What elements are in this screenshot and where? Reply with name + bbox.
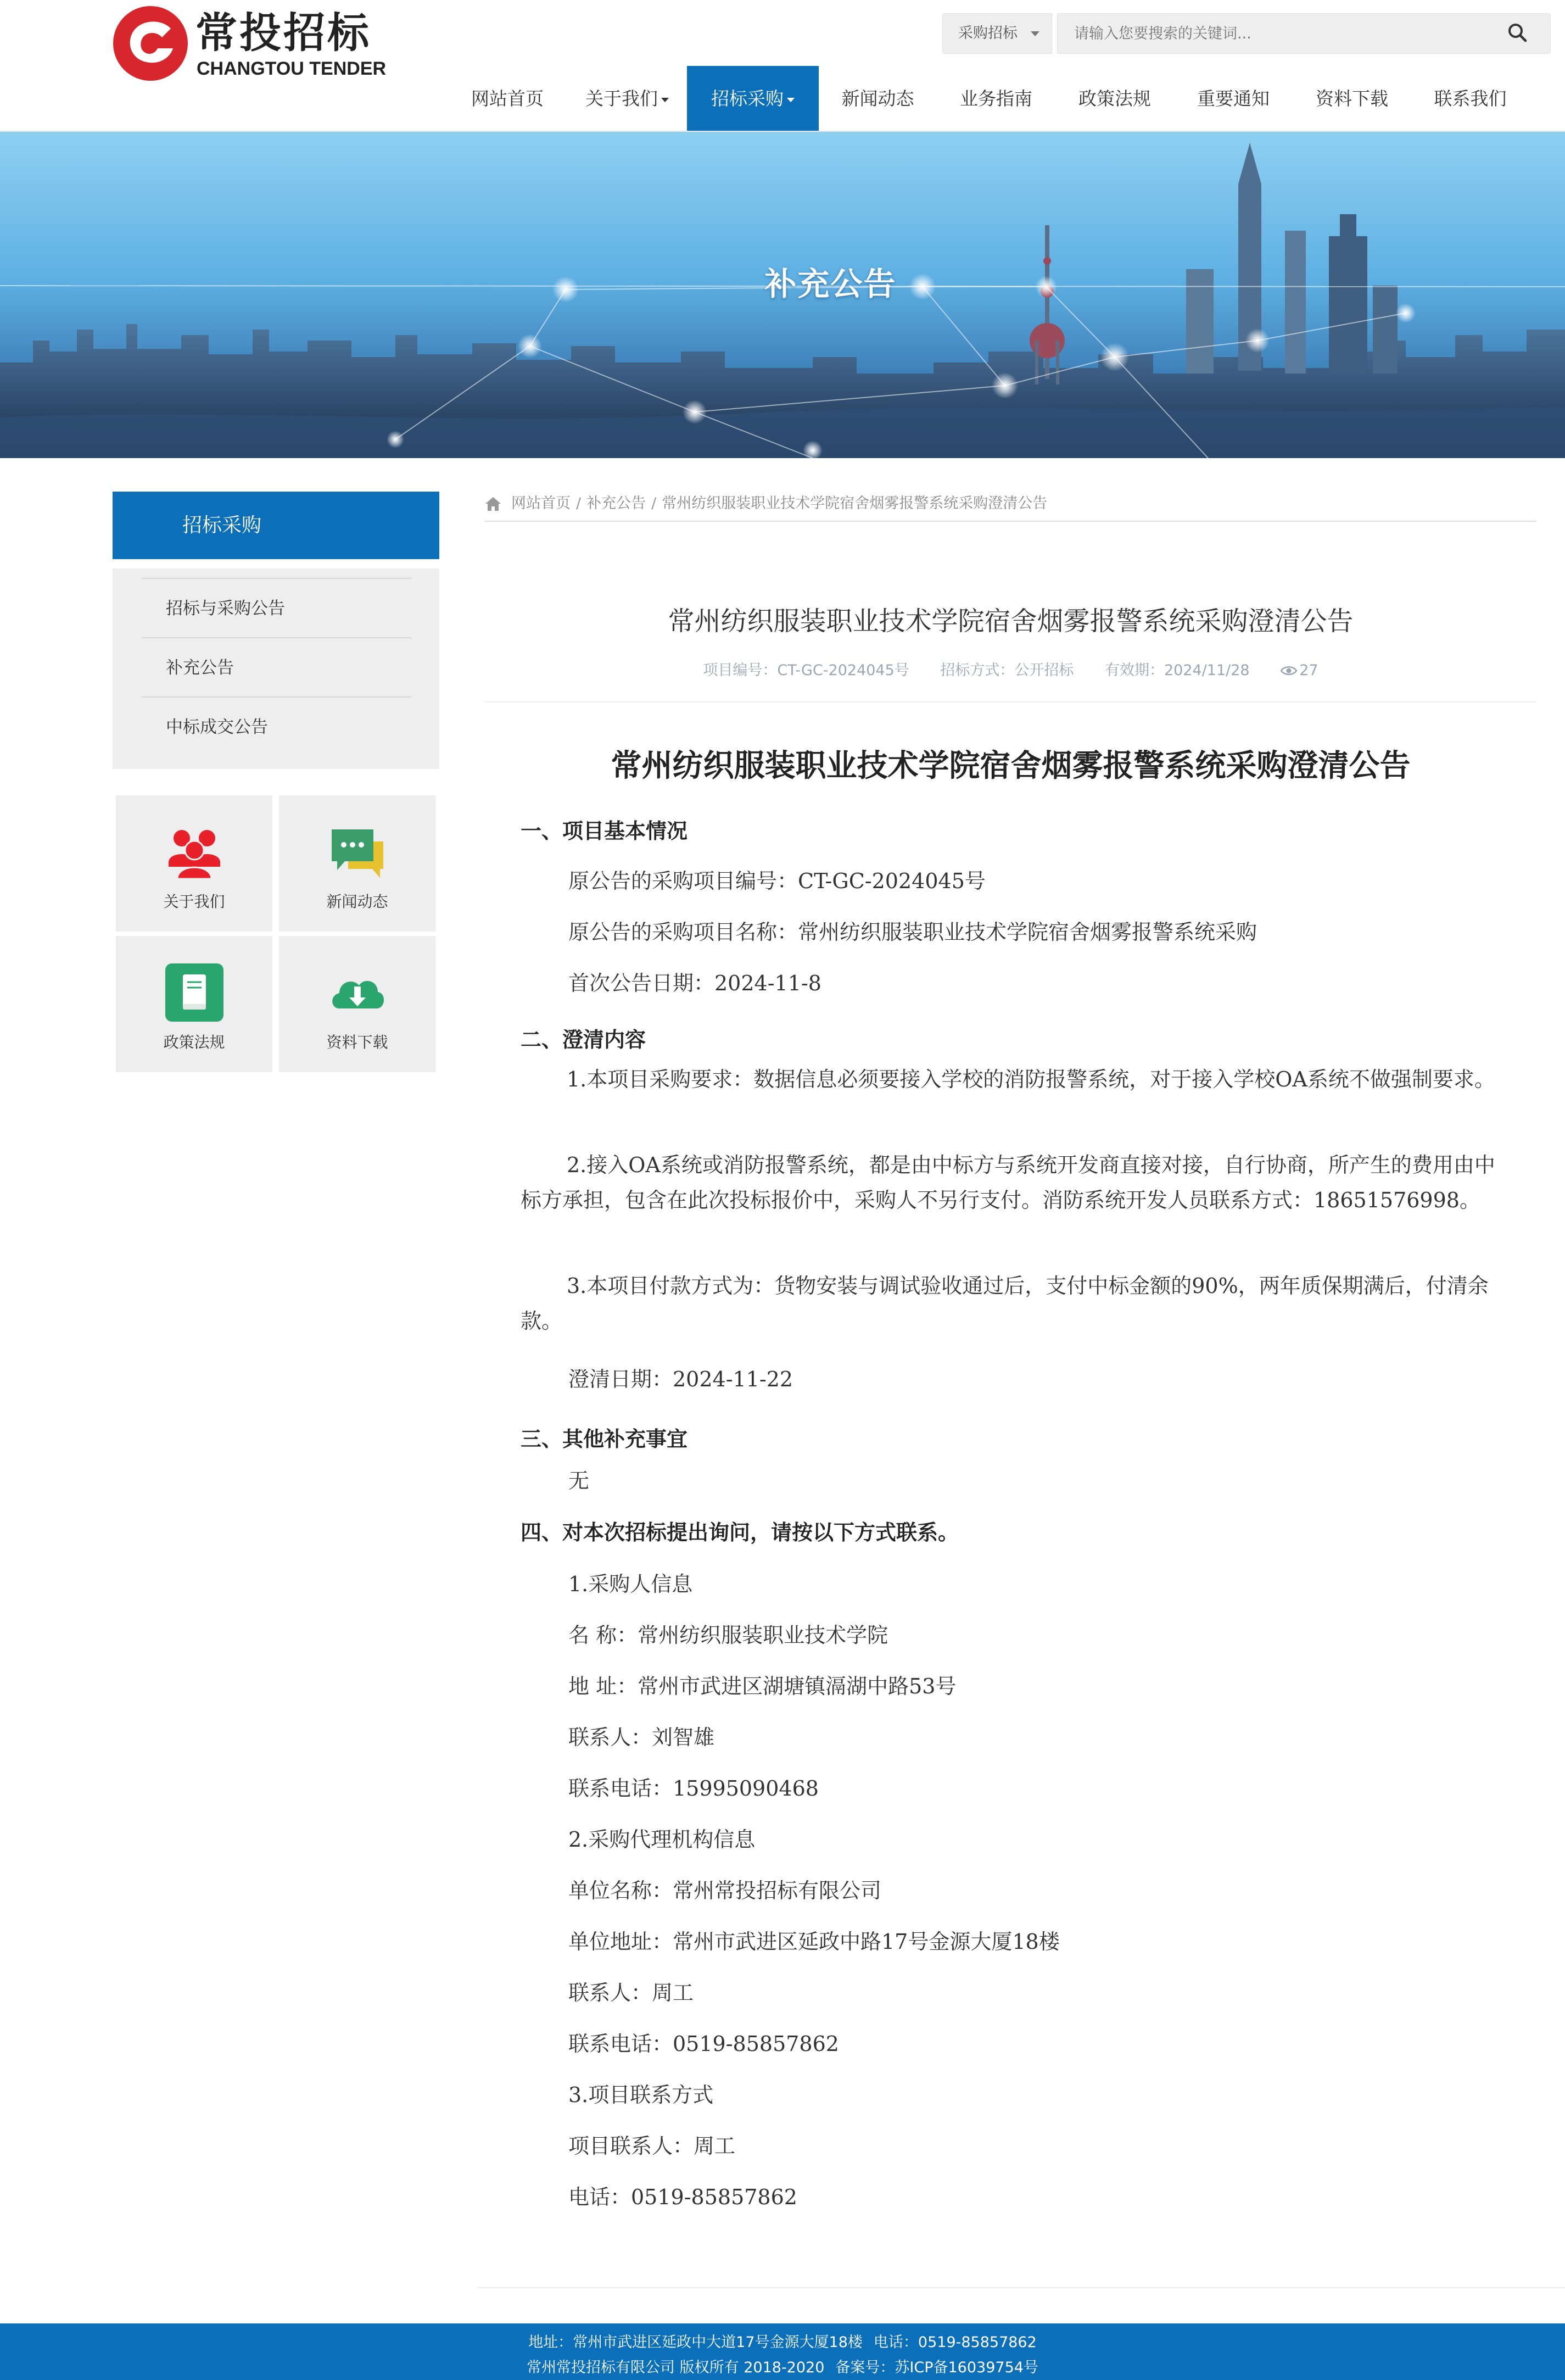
meta-views-count: 27 xyxy=(1299,662,1318,679)
breadcrumb-separator: / xyxy=(576,495,582,512)
chat-icon xyxy=(327,822,388,882)
logo-text-cn: 常投招标 xyxy=(195,8,371,57)
breadcrumb-separator: / xyxy=(651,495,657,512)
nav-news[interactable] xyxy=(819,66,937,132)
s4-line: 联系电话：15995090468 xyxy=(568,1776,819,1801)
caret-down-icon xyxy=(661,98,669,102)
site-header xyxy=(0,0,1565,132)
meta-views xyxy=(1281,662,1318,679)
sidebar-item-label: 补充公告 xyxy=(166,658,234,678)
nav-notice[interactable] xyxy=(1174,66,1293,132)
breadcrumb-home[interactable]: 网站首页 xyxy=(511,495,571,512)
footer-copyright: 常州常投招标有限公司 版权所有 2018-2020 xyxy=(527,2359,825,2376)
footer-phone: 电话：0519-85857862 xyxy=(873,2334,1037,2351)
tile-policy-label: 政策法规 xyxy=(163,1033,225,1051)
s2-paragraph: 2.接入OA系统或消防报警系统，都是由中标方与系统开发商直接对接，自行协商，所产生的费用由中标方承担，包含在此次投标报价中，采购人不另行支付。消防系统开发人员联系方式：18651576998。 xyxy=(521,1153,1495,1212)
s4-line: 地 址：常州市武进区湖塘镇滆湖中路53号 xyxy=(568,1674,957,1698)
section-3-heading: 三、其他补充事宜 xyxy=(521,1426,688,1451)
main-nav xyxy=(448,66,1529,132)
home-icon xyxy=(485,496,501,511)
footer-icp[interactable]: 备案号：苏ICP备16039754号 xyxy=(835,2359,1038,2376)
s2-paragraph: 3.本项目付款方式为：货物安装与调试验收通过后，支付中标金额的90%，两年质保期满后，付清余款。 xyxy=(521,1274,1489,1333)
page-banner xyxy=(0,132,1565,458)
nav-procurement[interactable] xyxy=(687,66,819,132)
tile-about[interactable] xyxy=(116,795,272,932)
sidebar-item-tender-notice[interactable] xyxy=(141,578,411,637)
sidebar-item-supplementary[interactable] xyxy=(141,637,411,696)
s2-date: 澄清日期：2024-11-22 xyxy=(568,1367,793,1391)
search-input[interactable] xyxy=(1057,13,1551,54)
breadcrumb-current: 常州纺织服装职业技术学院宿舍烟雾报警系统采购澄清公告 xyxy=(662,495,1048,512)
tile-download-label: 资料下载 xyxy=(326,1033,388,1051)
s4-line: 电话：0519-85857862 xyxy=(568,2185,797,2209)
s2-paragraph: 1.本项目采购要求：数据信息必须要接入学校的消防报警系统，对于接入学校OA系统不做强制要求。 xyxy=(567,1067,1495,1091)
nav-guide[interactable] xyxy=(937,66,1055,132)
nav-procurement-label: 招标采购 xyxy=(711,88,784,109)
article-title: 常州纺织服装职业技术学院宿舍烟雾报警系统采购澄清公告 xyxy=(668,606,1354,637)
search-category-value: 采购招标 xyxy=(958,25,1018,42)
site-footer xyxy=(0,2323,1565,2380)
meta-valid: 有效期：2024/11/28 xyxy=(1104,662,1250,679)
nav-policy[interactable] xyxy=(1055,66,1174,132)
section-1-heading: 一、项目基本情况 xyxy=(521,818,688,843)
section-2-heading: 二、澄清内容 xyxy=(521,1027,646,1052)
nav-contact-label: 联系我们 xyxy=(1434,88,1507,109)
tile-download[interactable] xyxy=(279,936,435,1072)
meta-project-no: 项目编号：CT-GC-2024045号 xyxy=(703,662,909,679)
tile-news-label: 新闻动态 xyxy=(326,893,388,911)
meta-divider xyxy=(485,701,1536,703)
s4-line: 2.采购代理机构信息 xyxy=(568,1827,756,1852)
nav-notice-label: 重要通知 xyxy=(1197,88,1270,109)
footer-address: 地址：常州市武进区延政中大道17号金源大厦18楼 xyxy=(528,2334,863,2351)
sidebar-menu xyxy=(113,568,439,769)
s1-line: 原公告的采购项目编号：CT-GC-2024045号 xyxy=(568,869,986,893)
s4-line: 3.项目联系方式 xyxy=(568,2083,714,2107)
cloud-download-icon xyxy=(327,962,388,1023)
tile-news[interactable] xyxy=(279,795,435,932)
nav-about[interactable] xyxy=(567,66,687,132)
nav-policy-label: 政策法规 xyxy=(1078,88,1151,109)
eye-icon xyxy=(1281,665,1297,676)
nav-home-label: 网站首页 xyxy=(471,88,544,109)
s4-line: 单位名称：常州常投招标有限公司 xyxy=(568,1879,882,1903)
tile-about-label: 关于我们 xyxy=(163,893,225,911)
s4-line: 联系电话：0519-85857862 xyxy=(568,2032,839,2056)
site-logo[interactable] xyxy=(111,4,397,82)
caret-down-icon xyxy=(787,98,795,102)
logo-mark-icon xyxy=(111,4,189,82)
book-icon xyxy=(164,962,225,1023)
s4-line: 项目联系人：周工 xyxy=(568,2134,736,2158)
s4-line: 名 称：常州纺织服装职业技术学院 xyxy=(568,1623,888,1647)
search-icon[interactable] xyxy=(1506,21,1530,45)
nav-news-label: 新闻动态 xyxy=(841,88,914,109)
sidebar-heading: 招标采购 xyxy=(113,492,439,559)
people-icon xyxy=(164,822,225,882)
logo-text-en: CHANGTOU TENDER xyxy=(197,58,387,79)
chevron-down-icon xyxy=(1031,31,1039,36)
nav-about-label: 关于我们 xyxy=(585,88,658,109)
tile-policy[interactable] xyxy=(116,936,272,1072)
nav-guide-label: 业务指南 xyxy=(960,88,1032,109)
breadcrumb-category[interactable]: 补充公告 xyxy=(586,495,646,512)
sidebar-item-award[interactable] xyxy=(141,696,411,756)
document-title: 常州纺织服装职业技术学院宿舍烟雾报警系统采购澄清公告 xyxy=(611,748,1411,784)
s4-line: 联系人：周工 xyxy=(568,1981,694,2005)
meta-method: 招标方式：公开招标 xyxy=(940,662,1074,679)
content-divider xyxy=(478,2287,1565,2288)
nav-download-label: 资料下载 xyxy=(1316,88,1388,109)
s4-line: 1.采购人信息 xyxy=(568,1572,693,1596)
article-meta xyxy=(485,658,1536,679)
s1-line: 原公告的采购项目名称：常州纺织服装职业技术学院宿舍烟雾报警系统采购 xyxy=(568,920,1257,944)
search-category-select[interactable] xyxy=(942,13,1052,54)
nav-contact[interactable] xyxy=(1411,66,1529,132)
nav-home[interactable] xyxy=(448,66,567,132)
s3-text: 无 xyxy=(568,1469,590,1493)
nav-download[interactable] xyxy=(1293,66,1411,132)
s4-line: 联系人：刘智雄 xyxy=(568,1725,715,1749)
breadcrumb xyxy=(485,492,1536,522)
section-4-heading: 四、对本次招标提出询问，请按以下方式联系。 xyxy=(521,1520,959,1545)
footer-contact xyxy=(0,2330,1565,2351)
s1-line: 首次公告日期：2024-11-8 xyxy=(568,971,821,995)
banner-title: 补充公告 xyxy=(764,265,897,303)
footer-copyright-line xyxy=(0,2355,1565,2377)
s4-line: 单位地址：常州市武进区延政中路17号金源大厦18楼 xyxy=(568,1930,1060,1954)
sidebar-item-label: 招标与采购公告 xyxy=(166,599,285,618)
sidebar-item-label: 中标成交公告 xyxy=(166,717,268,737)
